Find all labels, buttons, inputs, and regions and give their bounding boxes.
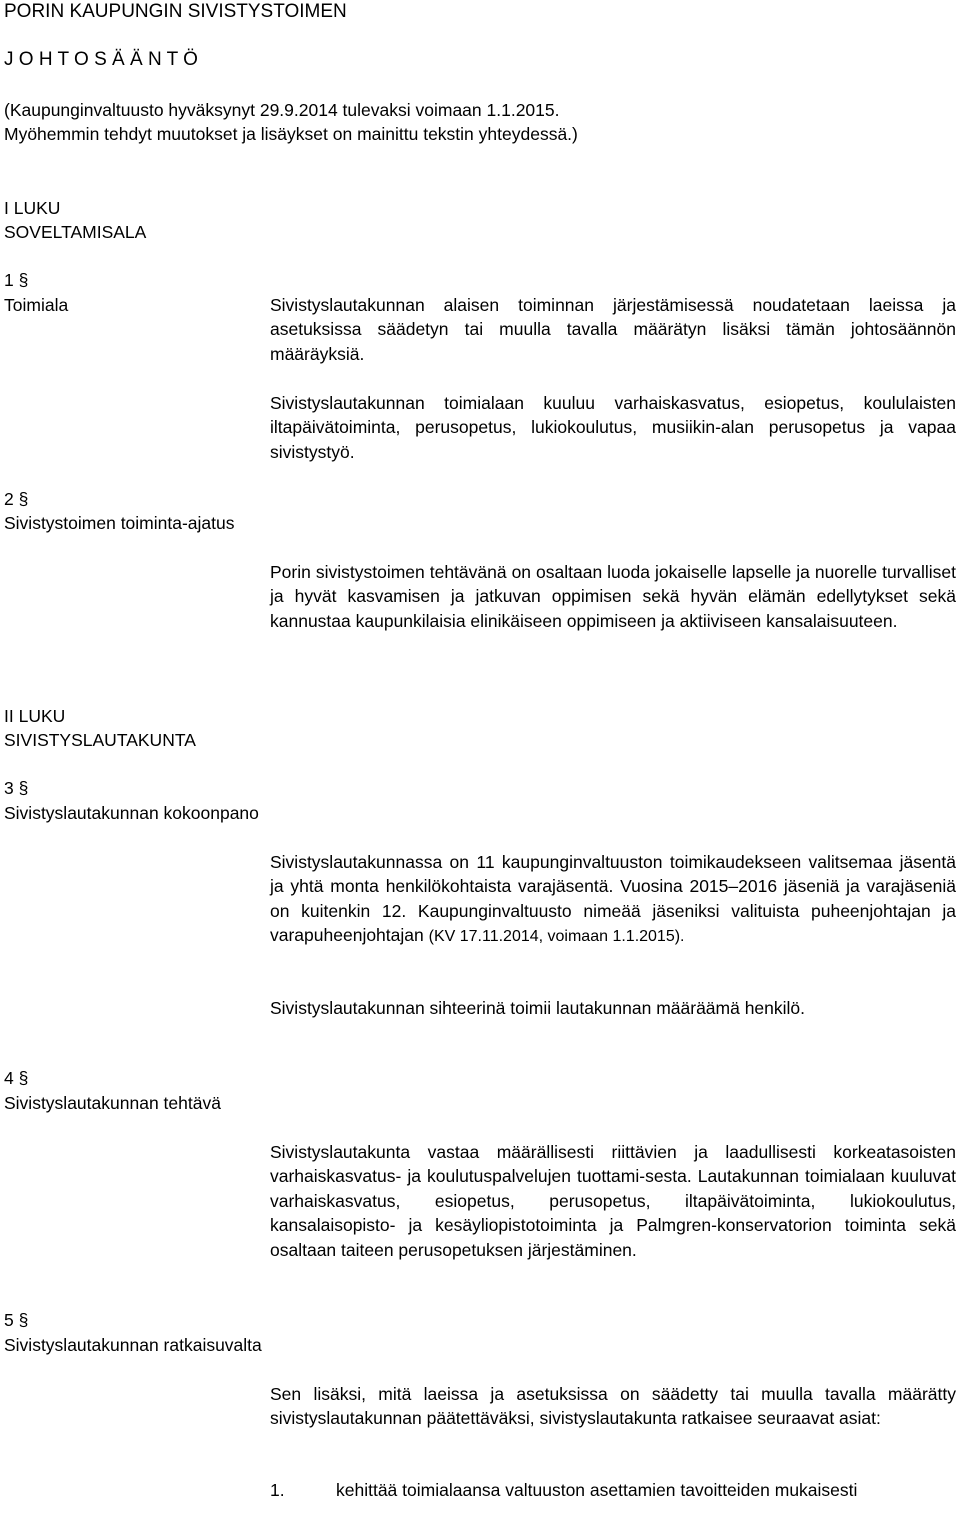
section-1-number: 1 § xyxy=(4,270,29,290)
section-4-paragraph-1: Sivistyslautakunta vastaa määrällisesti riittävien ja laadullisesti korkeatasoisten varhaiskasvatus- ja koulutuspalvelujen tuottami-sesta. Lautakunnan toimialaan kuuluvat varhaiskasvatus, esiopetus, perusopetus, iltapäivätoiminta, lukiokoulutus, kansalaisopisto- ja kesäyliopistotoiminta ja Palmgren-konservatorion toiminta sekä osaltaan taiteen perusopetuksen järjestäminen. xyxy=(270,1142,956,1260)
approval-note-line-2: Myöhemmin tehdyt muutokset ja lisäykset on mainittu tekstin yhteydessä.) xyxy=(4,124,578,144)
section-1-title: Toimiala xyxy=(4,295,69,315)
section-3-title: Sivistyslautakunnan kokoonpano xyxy=(4,803,259,823)
list-item-text: kehittää toimialaansa valtuuston asettamien tavoitteiden mukaisesti xyxy=(336,1480,858,1500)
section-4-number: 4 § xyxy=(4,1068,29,1088)
list-item-number: 1. xyxy=(270,1480,285,1500)
section-3-paragraph-1 xyxy=(270,850,956,950)
section-5-number: 5 § xyxy=(4,1310,29,1330)
section-3-amendment-note: (KV 17.11.2014, voimaan 1.1.2015). xyxy=(428,928,685,946)
section-3-paragraph-1-text: Sivistyslautakunnassa on 11 kaupunginvaltuuston toimikaudekseen valitsemaa jäsentä ja yhtä monta henkilökohtaista varajäsentä. Vuosina 2015–2016 jäseniä ja varajäseniä on kuitenkin 12. Kaupunginvaltuusto nimeää jäseniksi valituista puheenjohtajan ja varapuheenjohtajan xyxy=(270,852,956,946)
section-4-title: Sivistyslautakunnan tehtävä xyxy=(4,1093,221,1113)
section-3-paragraph-2: Sivistyslautakunnan sihteerinä toimii lautakunnan määräämä henkilö. xyxy=(270,998,806,1018)
chapter-2-title: SIVISTYSLAUTAKUNTA xyxy=(4,730,196,750)
section-5-title: Sivistyslautakunnan ratkaisuvalta xyxy=(4,1335,262,1355)
section-3-number: 3 § xyxy=(4,778,29,798)
section-2-title: Sivistystoimen toiminta-ajatus xyxy=(4,513,235,533)
chapter-1-number: I LUKU xyxy=(4,198,61,218)
chapter-1-title: SOVELTAMISALA xyxy=(4,222,147,242)
approval-note-line-1: (Kaupunginvaltuusto hyväksynyt 29.9.2014 tulevaksi voimaan 1.1.2015. xyxy=(4,100,560,120)
section-2-number: 2 § xyxy=(4,489,29,509)
document-org-heading: PORIN KAUPUNGIN SIVISTYSTOIMEN xyxy=(4,1,347,22)
document-type-heading: J O H T O S Ä Ä N T Ö xyxy=(4,49,198,70)
section-1-paragraph-2: Sivistyslautakunnan toimialaan kuuluu varhaiskasvatus, esiopetus, koululaisten iltapäivätoiminta, perusopetus, lukiokoulutus, musiikin-alan perusopetus ja vapaa sivistystyö. xyxy=(270,393,956,462)
section-2-paragraph-1: Porin sivistystoimen tehtävänä on osaltaan luoda jokaiselle lapselle ja nuorelle turvalliset ja hyvät kasvamisen ja jatkuvan oppimisen sekä hyvän elämän edellytykset sekä kannustaa kaupunkilaisia elinikäiseen oppimiseen ja aktiiviseen kansalaisuuteen. xyxy=(270,562,956,631)
section-5-paragraph-1: Sen lisäksi, mitä laeissa ja asetuksissa on säädetty tai muulla tavalla määrätty sivistyslautakunnan päätettäväksi, sivistyslautakunta ratkaisee seuraavat asiat: xyxy=(270,1384,956,1429)
chapter-2-number: II LUKU xyxy=(4,706,66,726)
section-1-paragraph-1: Sivistyslautakunnan alaisen toiminnan järjestämisessä noudatetaan laeissa ja asetuksissa säädetyn tai muulla tavalla määrätyn lisäksi tämän johtosäännön määräyksiä. xyxy=(270,295,956,364)
